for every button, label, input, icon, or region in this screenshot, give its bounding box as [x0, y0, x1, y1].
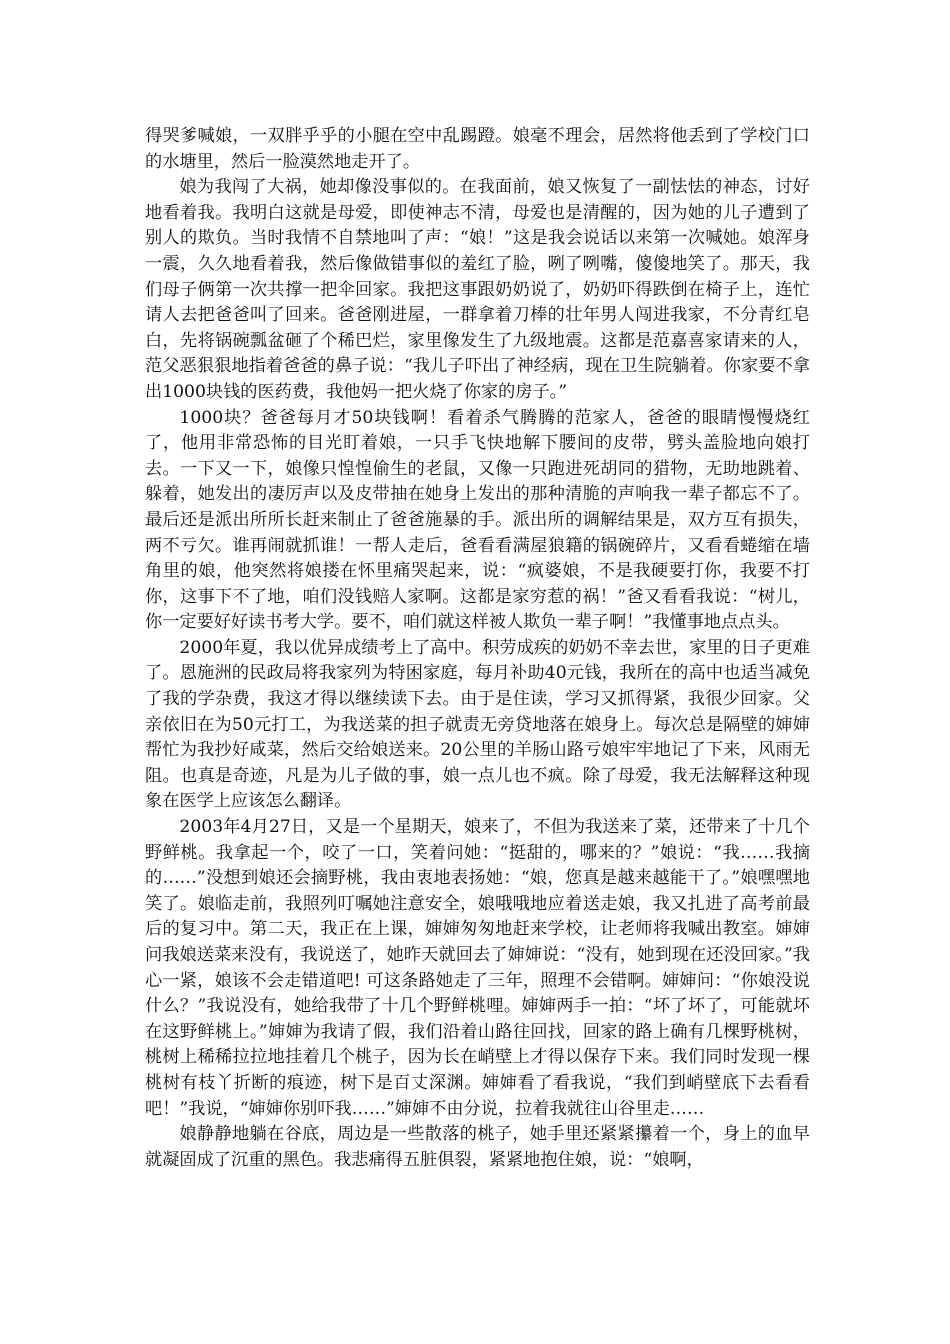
paragraph-1: 得哭爹喊娘，一双胖乎乎的小腿在空中乱踢蹬。娘毫不理会，居然将他丢到了学校门口的水塘里，然后一脸漠然地走开了。 — [145, 126, 810, 172]
paragraph-5: 2003年4月27日，又是一个星期天，娘来了，不但为我送来了菜，还带来了十几个野鲜桃。我拿起一个，咬了一口，笑着问她：“挺甜的，哪来的？”娘说：“我……我摘的……”没想到娘还会摘野桃，我由衷地表扬她：“娘，您真是越来越能干了。”娘嘿嘿地笑了。娘临走前，我照列叮嘱她注意安全，娘哦哦地应着送走娘，我又扎进了高考前最后的复习中。第二天，我正在上课，婶婶匆匆地赶来学校，让老师将我喊出教室。婶婶问我娘送菜来没有，我说送了，她昨天就回去了婶婶说：“没有，她到现在还没回家。”我心一紧，娘该不会走错道吧! 可这条路她走了三年，照理不会错啊。婶婶问：“你娘没说什么？”我说没有，她给我带了十几个野鲜桃哩。婶婶两手一拍：“坏了坏了，可能就坏在这野鲜桃上。”婶婶为我请了假，我们沿着山路往回找，回家的路上确有几棵野桃树，桃树上稀稀拉拉地挂着几个桃子，因为长在峭壁上才得以保存下来。我们同时发现一棵桃树有枝丫折断的痕迹，树下是百丈深渊。婶婶看了看我说，“我们到峭壁底下去看看吧！”我说，“婶婶你别吓我……”婶婶不由分说，拉着我就往山谷里走…… — [145, 817, 810, 1119]
document-body — [145, 124, 810, 1173]
paragraph-3: 1000块？爸爸每月才50块钱啊！看着杀气腾腾的范家人，爸爸的眼睛慢慢烧红了，他用非常恐怖的目光盯着娘，一只手飞快地解下腰间的皮带，劈头盖脸地向娘打去。一下又一下，娘像只惶惶偷生的老鼠，又像一只跑进死胡同的猎物，无助地跳着、躲着，她发出的凄厉声以及皮带抽在她身上发出的那种清脆的声响我一辈子都忘不了。最后还是派出所所长赶来制止了爸爸施暴的手。派出所的调解结果是，双方互有损失，两不亏欠。谁再闹就抓谁！一帮人走后，爸看看满屋狼籍的锅碗碎片，又看看蜷缩在墙角里的娘，他突然将娘搂在怀里痛哭起来，说：“疯婆娘，不是我硬要打你，我要不打你，这事下不了地，咱们没钱赔人家啊。这都是家穷惹的祸！”爸又看看我说：“树儿，你一定要好好读书考大学。要不，咱们就这样被人欺负一辈子啊！”我懂事地点点头。 — [145, 407, 810, 633]
paragraph-6: 娘静静地躺在谷底，周边是一些散落的桃子，她手里还紧紧攥着一个，身上的血早就凝固成了沉重的黑色。我悲痛得五脏俱裂，紧紧地抱住娘，说：“娘啊， — [145, 1124, 810, 1170]
paragraph-2: 娘为我闯了大祸，她却像没事似的。在我面前，娘又恢复了一副怯怯的神态，讨好地看着我。我明白这就是母爱，即使神志不清，母爱也是清醒的，因为她的儿子遭到了别人的欺负。当时我情不自禁地叫了声：“娘！”这是我会说话以来第一次喊她。娘浑身一震，久久地看着我，然后像做错事似的羞红了脸，咧了咧嘴，傻傻地笑了。那天，我们母子俩第一次共撑一把伞回家。我把这事跟奶奶说了，奶奶吓得跌倒在椅子上，连忙请人去把爸爸叫了回来。爸爸刚进屋，一群拿着刀棒的壮年男人闯进我家，不分青红皂白，先将锅碗瓢盆砸了个稀巴烂，家里像发生了九级地震。这都是范嘉喜家请来的人，范父恶狠狠地指着爸爸的鼻子说：“我儿子吓出了神经病，现在卫生院躺着。你家要不拿出1000块钱的医药费，我他妈一把火烧了你家的房子。” — [145, 177, 810, 402]
paragraph-4: 2000年夏，我以优异成绩考上了高中。积劳成疾的奶奶不幸去世，家里的日子更难了。恩施洲的民政局将我家列为特困家庭，每月补助40元钱，我所在的高中也适当减免了我的学杂费，我这才得以继续读下去。由于是住读，学习又抓得紧，我很少回家。父亲依旧在为50元打工，为我送菜的担子就责无旁贷地落在娘身上。每次总是隔壁的婶婶帮忙为我抄好咸菜，然后交给娘送来。20公里的羊肠山路亏娘牢牢地记了下来，风雨无阻。也真是奇迹，凡是为儿子做的事，娘一点儿也不疯。除了母爱，我无法解释这种现象在医学上应该怎么翻译。 — [145, 637, 810, 812]
